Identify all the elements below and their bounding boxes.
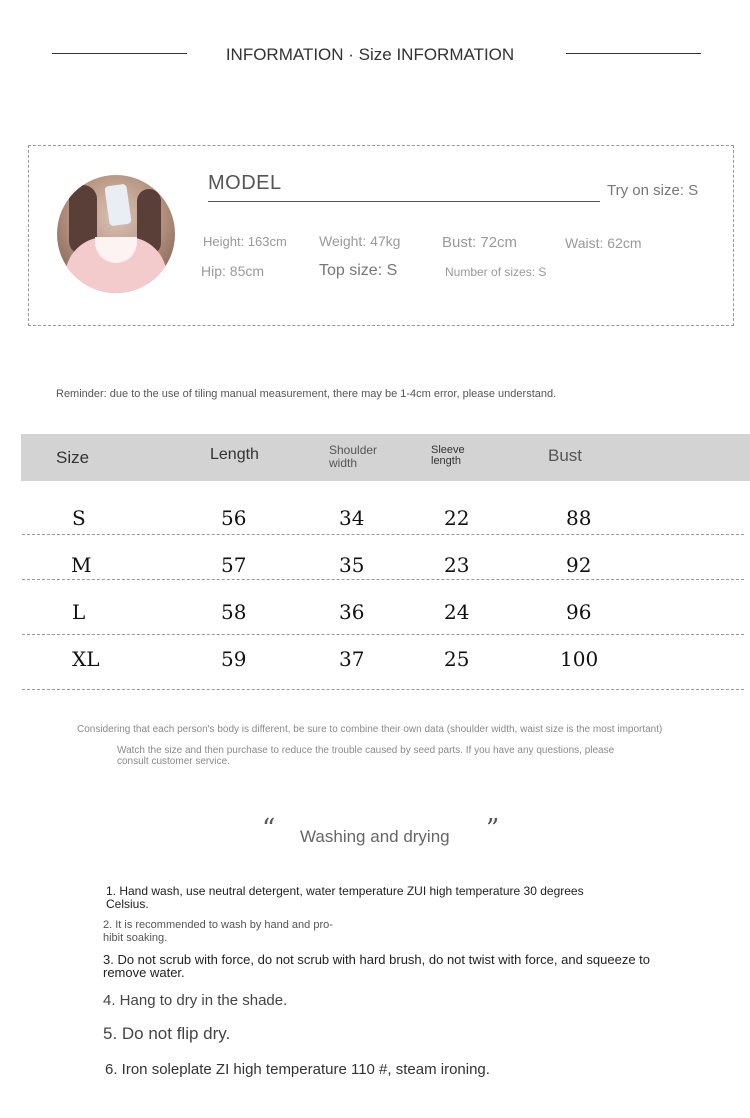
cell-length: 58: [221, 600, 247, 624]
purchase-note-line1: Watch the size and then purchase to reduce the trouble caused by seed parts. If you have any questions, please: [117, 745, 615, 756]
care-item-1-line1: 1. Hand wash, use neutral detergent, water temperature ZUI high temperature 30 degrees: [106, 884, 584, 898]
cell-bust: 100: [560, 647, 599, 671]
cell-sleeve: 24: [444, 600, 470, 624]
row-divider: [22, 689, 744, 690]
header-size: Size: [56, 448, 90, 467]
header-bust: Bust: [548, 446, 583, 465]
cell-size: M: [71, 553, 92, 577]
care-item-2-line1: 2. It is recommended to wash by hand and pro-: [103, 919, 333, 931]
cell-shoulder: 34: [339, 506, 365, 530]
cell-size: S: [72, 506, 86, 530]
care-item-6: 6. Iron soleplate ZI high temperature 110 #, steam ironing.: [105, 1061, 490, 1078]
header-length: Length: [210, 446, 259, 463]
washing-title: Washing and drying: [300, 827, 450, 846]
cell-shoulder: 37: [339, 647, 365, 671]
model-hip: Hip: 85cm: [201, 263, 265, 279]
try-on-size: Try on size: S: [607, 182, 699, 199]
care-item-3-line1: 3. Do not scrub with force, do not scrub with hard brush, do not twist with force, and squeeze to: [103, 952, 651, 967]
header-sleeve-line1: Sleeve: [431, 444, 465, 456]
cell-bust: 92: [566, 553, 592, 577]
care-item-1-line2: Celsius.: [106, 897, 149, 911]
model-weight: Weight: 47kg: [319, 233, 401, 249]
model-number-of-sizes: Number of sizes: S: [445, 265, 547, 279]
cell-size: XL: [72, 647, 100, 671]
care-item-4: 4. Hang to dry in the shade.: [103, 992, 288, 1009]
model-title: MODEL: [208, 172, 282, 194]
measurement-reminder: Reminder: due to the use of tiling manual measurement, there may be 1-4cm error, please understand.: [56, 388, 557, 400]
cell-length: 57: [221, 553, 247, 577]
header-shoulder-line2: width: [329, 456, 358, 470]
row-divider: [22, 579, 744, 580]
model-photo: [57, 175, 175, 293]
cell-sleeve: 25: [444, 647, 470, 671]
cell-length: 56: [221, 506, 247, 530]
cell-bust: 96: [566, 600, 592, 624]
cell-shoulder: 36: [339, 600, 365, 624]
cell-bust: 88: [566, 506, 592, 530]
row-divider: [22, 634, 744, 635]
cell-length: 59: [221, 647, 247, 671]
header-divider-right: [566, 53, 701, 54]
care-item-2-line2: hibit soaking.: [103, 932, 168, 944]
model-top-size: Top size: S: [319, 262, 398, 279]
care-item-3-line2: remove water.: [103, 965, 185, 980]
model-title-underline: [208, 201, 600, 202]
header-sleeve-line2: length: [431, 455, 461, 467]
body-difference-note: Considering that each person's body is different, be sure to combine their own data (shoulder width, waist size is the most important): [77, 724, 663, 735]
care-item-5: 5. Do not flip dry.: [103, 1024, 231, 1043]
purchase-note-line2: consult customer service.: [117, 756, 230, 767]
open-quote-icon: “: [262, 814, 276, 844]
model-bust: Bust: 72cm: [442, 234, 518, 251]
cell-sleeve: 23: [444, 553, 470, 577]
cell-shoulder: 35: [339, 553, 365, 577]
close-quote-icon: ”: [486, 814, 500, 844]
model-waist: Waist: 62cm: [565, 235, 642, 251]
model-height: Height: 163cm: [203, 234, 287, 249]
header-shoulder-line1: Shoulder: [329, 443, 378, 457]
page-title: INFORMATION · Size INFORMATION: [225, 45, 515, 64]
cell-size: L: [72, 600, 86, 624]
cell-sleeve: 22: [444, 506, 470, 530]
row-divider: [22, 534, 744, 535]
size-table-header: [21, 434, 750, 481]
